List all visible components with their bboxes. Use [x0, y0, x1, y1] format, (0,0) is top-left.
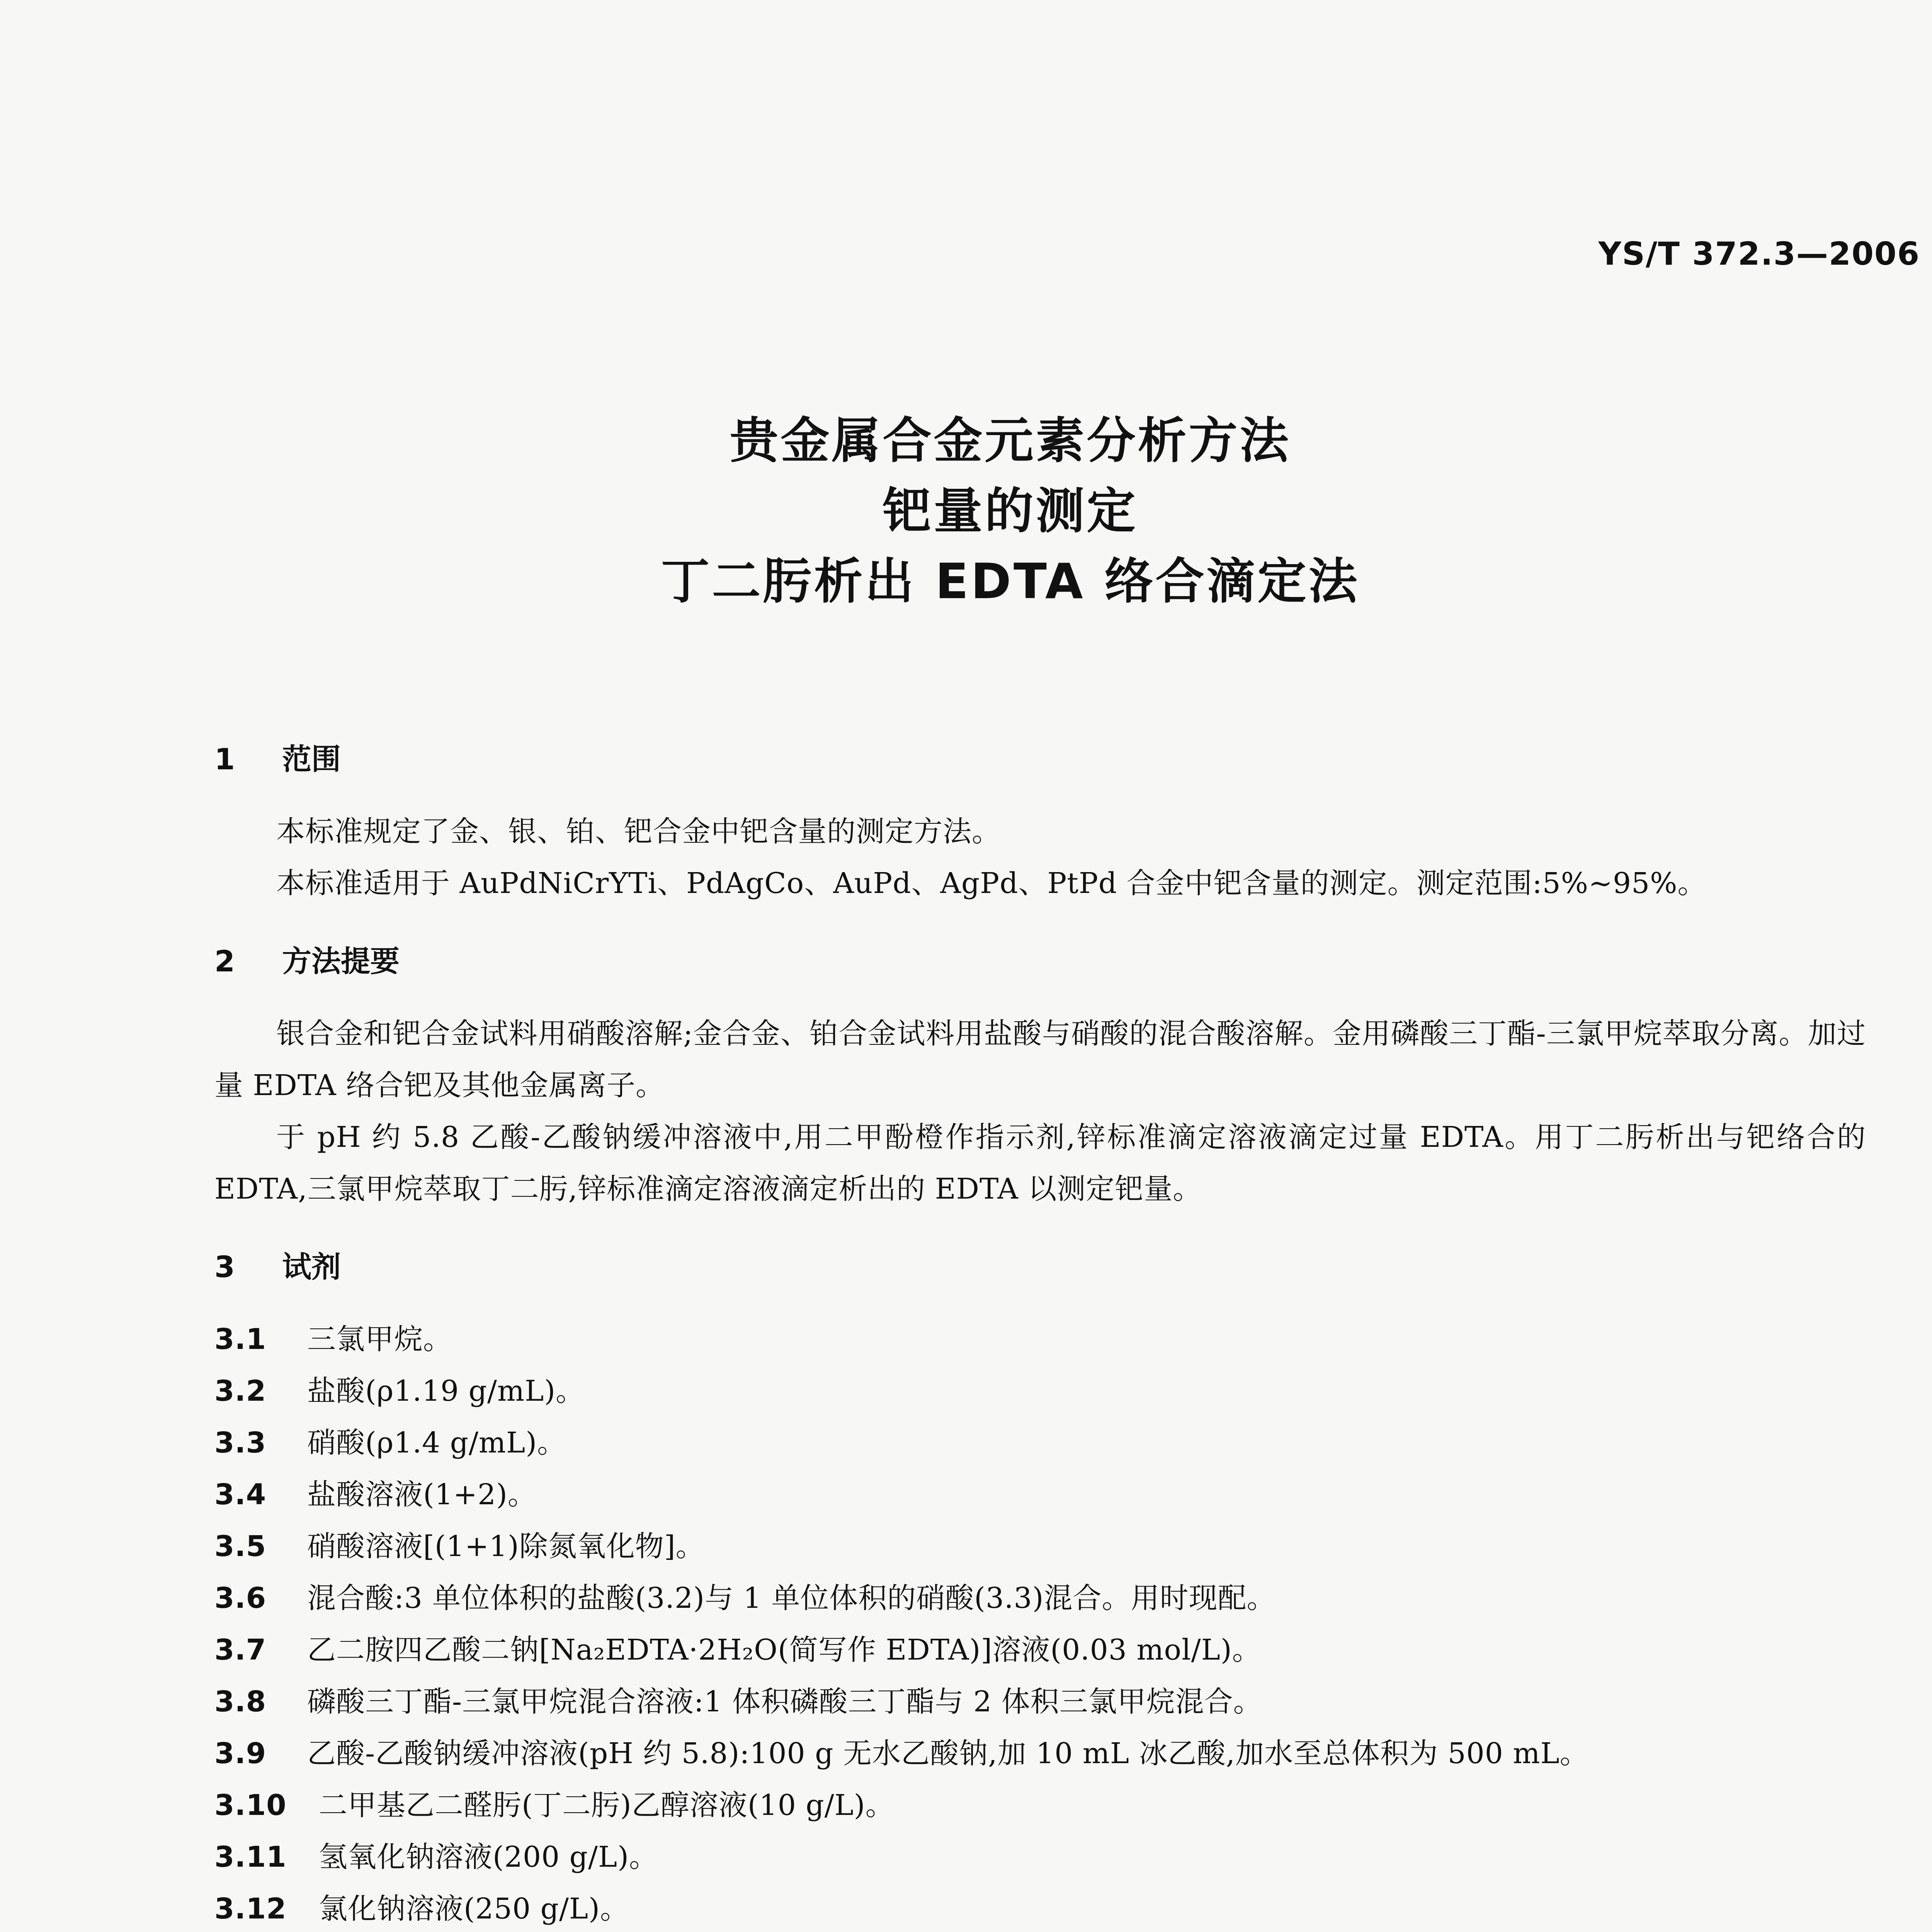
reagent-item [214, 1624, 1866, 1676]
standard-code: YS/T 372.3—2006 [1598, 236, 1920, 272]
section-title: 试剂 [282, 1250, 341, 1284]
item-number: 3.2 [214, 1374, 267, 1408]
item-number: 3.5 [214, 1530, 267, 1563]
reagent-item [214, 1883, 1866, 1932]
item-number: 3.1 [214, 1323, 267, 1356]
reagent-item [214, 1365, 1866, 1417]
reagent-item [214, 1417, 1866, 1469]
title-line-3: 丁二肟析出 EDTA 络合滴定法 [661, 553, 1360, 610]
item-number: 3.4 [214, 1478, 267, 1511]
item-text: 乙酸-乙酸钠缓冲溶液(pH 约 5.8):100 g 无水乙酸钠,加 10 mL 冰乙酸,加水至总体积为 500 mL。 [307, 1737, 1589, 1770]
paragraph: 本标准规定了金、银、铂、钯合金中钯含量的测定方法。 [276, 815, 1001, 848]
title-line-2: 钯量的测定 [883, 483, 1138, 539]
item-text: 混合酸:3 单位体积的盐酸(3.2)与 1 单位体积的硝酸(3.3)混合。用时现配。 [307, 1582, 1276, 1615]
item-number: 3.10 [214, 1789, 287, 1822]
title-line-1: 贵金属合金元素分析方法 [730, 412, 1291, 469]
item-text: 氢氧化钠溶液(200 g/L)。 [319, 1840, 658, 1874]
section-number: 1 [214, 742, 235, 776]
section-heading-scope [214, 734, 1866, 784]
item-text: 二甲基乙二醛肟(丁二肟)乙醇溶液(10 g/L)。 [319, 1789, 895, 1822]
item-number: 3.7 [214, 1633, 267, 1667]
reagent-item [214, 1728, 1866, 1779]
item-text: 氯化钠溶液(250 g/L)。 [319, 1892, 629, 1925]
document-body [214, 734, 1866, 1932]
reagent-item [214, 1676, 1866, 1728]
item-text: 硝酸溶液[(1+1)除氮氧化物]。 [307, 1530, 705, 1563]
section-title: 范围 [282, 742, 341, 776]
reagent-item [214, 1831, 1866, 1883]
paragraph: 银合金和钯合金试料用硝酸溶解;金合金、铂合金试料用盐酸与硝酸的混合酸溶解。金用磷酸三丁酯-三氯甲烷萃取分离。加过量 EDTA 络合钯及其他金属离子。 [214, 1017, 1866, 1102]
reagent-item [214, 1469, 1866, 1520]
item-number: 3.9 [214, 1737, 267, 1770]
item-text: 三氯甲烷。 [307, 1323, 452, 1356]
item-number: 3.12 [214, 1892, 287, 1925]
item-number: 3.8 [214, 1685, 267, 1718]
item-text: 盐酸(ρ1.19 g/mL)。 [307, 1374, 585, 1408]
section-number: 2 [214, 944, 235, 978]
item-number: 3.11 [214, 1840, 287, 1874]
document-title [0, 406, 1932, 617]
section-number: 3 [214, 1250, 235, 1284]
reagent-item [214, 1572, 1866, 1624]
section-heading-reagents [214, 1242, 1866, 1292]
reagent-item [214, 1520, 1866, 1572]
item-number: 3.3 [214, 1426, 267, 1459]
section-heading-method-summary [214, 936, 1866, 986]
paragraph: 本标准适用于 AuPdNiCrYTi、PdAgCo、AuPd、AgPd、PtPd 合金中钯含量的测定。测定范围:5%~95%。 [276, 867, 1707, 900]
item-text: 磷酸三丁酯-三氯甲烷混合溶液:1 体积磷酸三丁酯与 2 体积三氯甲烷混合。 [307, 1685, 1262, 1718]
item-number: 3.6 [214, 1582, 267, 1615]
reagent-item [214, 1779, 1866, 1831]
paragraph: 于 pH 约 5.8 乙酸-乙酸钠缓冲溶液中,用二甲酚橙作指示剂,锌标准滴定溶液滴定过量 EDTA。用丁二肟析出与钯络合的 EDTA,三氯甲烷萃取丁二肟,锌标准滴定溶液滴定析出的 EDTA 以测定钯量。 [214, 1121, 1866, 1206]
section-title: 方法提要 [282, 944, 400, 978]
item-text: 硝酸(ρ1.4 g/mL)。 [307, 1426, 566, 1459]
reagent-item [214, 1313, 1866, 1365]
item-text: 盐酸溶液(1+2)。 [307, 1478, 537, 1511]
item-text: 乙二胺四乙酸二钠[Na₂EDTA·2H₂O(简写作 EDTA)]溶液(0.03 mol/L)。 [307, 1633, 1261, 1667]
